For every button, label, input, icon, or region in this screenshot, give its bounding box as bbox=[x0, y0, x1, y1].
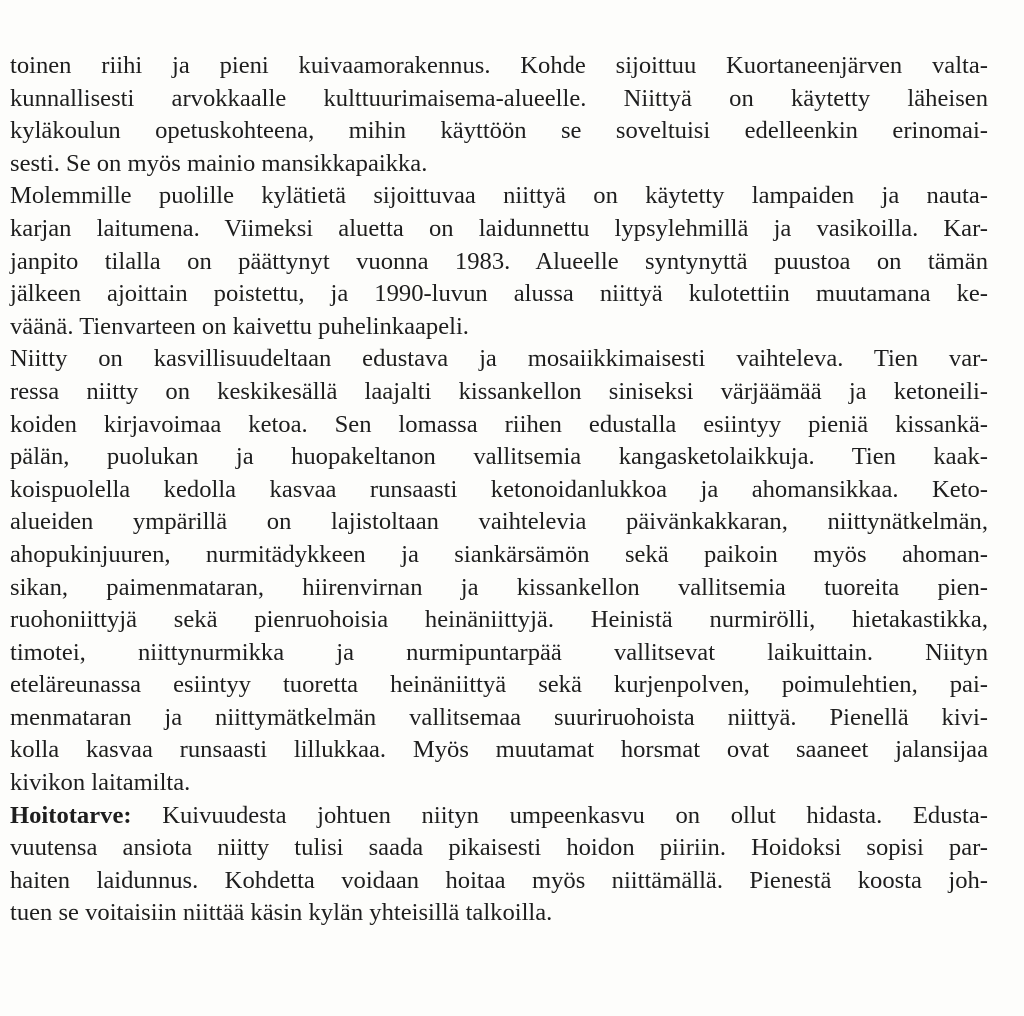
text-line: pälän, puolukan ja huopakeltanon vallitsemia kangasketolaikkuja. Tien kaak- bbox=[10, 443, 988, 471]
text-line: toinen riihi ja pieni kuivaamorakennus. Kohde sijoittuu Kuortaneenjärven valta- bbox=[10, 52, 988, 79]
text-line: haiten laidunnus. Kohdetta voidaan hoitaa myös niittämällä. Pienestä koosta joh- bbox=[10, 866, 988, 894]
text-line: ressa niitty on keskikesällä laajalti kissankellon siniseksi värjäämää ja ketoneili- bbox=[10, 377, 988, 405]
text-line: Molemmille puolille kylätietä sijoittuvaa niittyä on käytetty lampaiden ja nauta- bbox=[10, 182, 988, 210]
text-line: menmataran ja niittymätkelmän vallitsemaa suuriruohoista niittyä. Pienellä kivi- bbox=[10, 703, 988, 731]
text-line: tuen se voitaisiin niittää käsin kylän yhteisillä talkoilla. bbox=[10, 899, 553, 927]
care-label: Hoitotarve: bbox=[10, 801, 132, 829]
text-line: kolla kasvaa runsaasti lillukkaa. Myös muutamat horsmat ovat saaneet jalansijaa bbox=[10, 736, 988, 764]
text-line: alueiden ympärillä on lajistoltaan vaihtelevia päivänkakkaran, niittynätkelmän, bbox=[10, 508, 988, 536]
text-line: timotei, niittynurmikka ja nurmipuntarpää vallitsevat laikuittain. Niityn bbox=[10, 638, 988, 666]
text-line: janpito tilalla on päättynyt vuonna 1983. Alueelle syntynyttä puustoa on tämän bbox=[10, 247, 988, 275]
text-line: Niitty on kasvillisuudeltaan edustava ja mosaiikkimaisesti vaihteleva. Tien var- bbox=[10, 345, 988, 373]
body-text bbox=[10, 50, 988, 930]
text-line: eteläreunassa esiintyy tuoretta heinäniittyä sekä kurjenpolven, poimulehtien, pai- bbox=[10, 671, 988, 699]
care-first-line-text: Kuivuudesta johtuen niityn umpeenkasvu on ollut hidasta. Edusta- bbox=[131, 801, 988, 829]
care-paragraph-lines bbox=[10, 832, 988, 930]
text-line: kunnallisesti arvokkaalle kulttuurimaisema-alueelle. Niittyä on käytetty läheisen bbox=[10, 84, 988, 112]
care-first-line bbox=[10, 800, 988, 833]
text-line: sesti. Se on myös mainio mansikkapaikka. bbox=[10, 149, 428, 177]
text-line: kivikon laitamilta. bbox=[10, 769, 191, 797]
text-line: jälkeen ajoittain poistettu, ja 1990-luvun alussa niittyä kulotettiin muutamana ke- bbox=[10, 280, 988, 308]
text-line: karjan laitumena. Viimeksi aluetta on laidunnettu lypsylehmillä ja vasikoilla. Kar- bbox=[10, 214, 988, 242]
text-line: sikan, paimenmataran, hiirenvirnan ja kissankellon vallitsemia tuoreita pien- bbox=[10, 573, 988, 601]
paragraph-lines bbox=[10, 50, 988, 800]
text-line: koiden kirjavoimaa ketoa. Sen lomassa riihen edustalla esiintyy pieniä kissankä- bbox=[10, 410, 988, 438]
text-line: ahopukinjuuren, nurmitädykkeen ja siankärsämön sekä paikoin myös ahoman- bbox=[10, 540, 988, 568]
text-line: väänä. Tienvarteen on kaivettu puhelinkaapeli. bbox=[10, 312, 469, 340]
text-line: vuutensa ansiota niitty tulisi saada pikaisesti hoidon piiriin. Hoidoksi sopisi par- bbox=[10, 834, 988, 862]
text-line: ruohoniittyjä sekä pienruohoisia heinäniittyjä. Heinistä nurmirölli, hietakastikka, bbox=[10, 606, 988, 634]
text-line: koispuolella kedolla kasvaa runsaasti ketonoidanlukkoa ja ahomansikkaa. Keto- bbox=[10, 475, 988, 503]
text-line: kyläkoulun opetuskohteena, mihin käyttöön se soveltuisi edelleenkin erinomai- bbox=[10, 117, 988, 145]
